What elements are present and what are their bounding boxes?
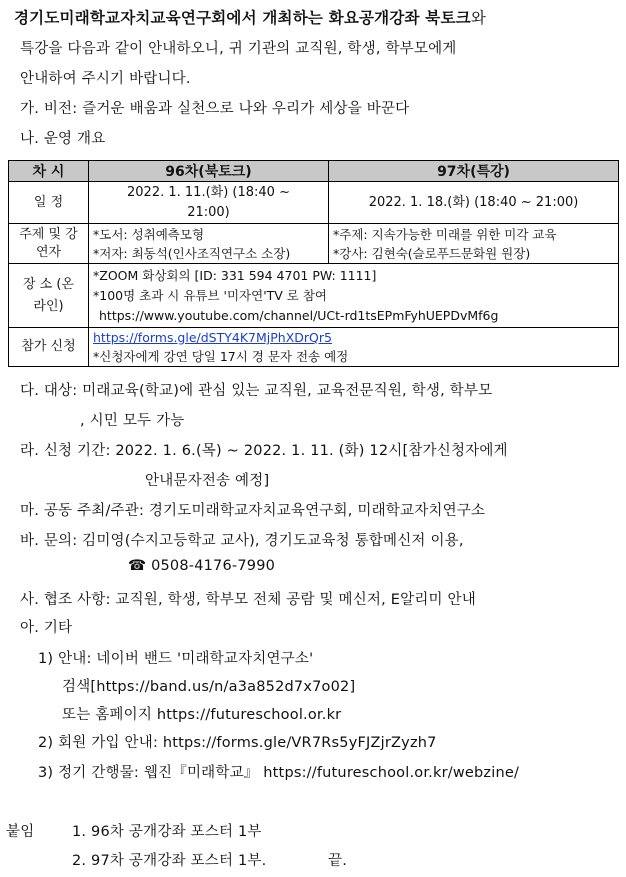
apply-info [89, 328, 619, 367]
place-youtube-url[interactable]: https://www.youtube.com/channel/UCt-rd1tsEPmFyhUEPDvMf6g [99, 307, 499, 323]
section-target: 다. 대상: 미래교육(학교)에 관심 있는 교직원, 교육전문직원, 학생, 학부모 [20, 383, 493, 399]
apply-label: 참가 신청 [9, 328, 89, 367]
section-vision: 가. 비전: 즐거운 배움과 실천으로 나와 우리가 세상을 바꾼다 [20, 101, 410, 117]
etc-signup: 2) 회원 가입 안내: https://forms.gle/VR7Rs5yFJZjrZyzh7 [38, 735, 437, 751]
place-info [89, 264, 619, 328]
topic-96-author: *저자: 최동석(인사조직연구소 소장) [93, 245, 291, 261]
etc-band-search: 검색[https://band.us/n/a3a852d7x7o02] [62, 679, 356, 695]
apply-link[interactable]: https://forms.gle/dSTY4K7MjPhXDrQr5 [93, 330, 332, 345]
header-session: 차 시 [9, 161, 89, 182]
intro-title: 경기도미래학교자치교육연구회에서 개최하는 화요공개강좌 북토크 [14, 9, 471, 27]
attachment-item: 2. 97차 공개강좌 포스터 1부. [72, 853, 267, 869]
end-mark: 끝. [328, 853, 348, 869]
section-contact: 바. 문의: 김미영(수지고등학교 교사), 경기도교육청 통합메신저 이용, [20, 533, 464, 549]
place-youtube: *100명 초과 시 유튜브 '미자연'TV 로 참여 [93, 287, 327, 303]
topic-label: 주제 및 강연자 [9, 224, 89, 264]
intro-line-2: 특강을 다음과 같이 안내하오니, 귀 기관의 교직원, 학생, 학부모에게 [20, 41, 457, 57]
contact-phone: ☎ 0508-4176-7990 [128, 558, 276, 574]
etc-homepage: 또는 홈페이지 https://futureschool.or.kr [62, 707, 342, 723]
table-row [9, 182, 619, 224]
schedule-table [8, 160, 619, 367]
section-cooperation: 사. 협조 사항: 교직원, 학생, 학부모 전체 공람 및 메신저, E알리미 안내 [20, 592, 476, 608]
apply-note: *신청자에게 강연 당일 17시 경 문자 전송 예정 [93, 349, 349, 364]
topic-97-subject: *주제: 지속가능한 미래를 위한 미각 교육 [333, 226, 557, 242]
table-row [9, 264, 619, 328]
place-label: 장 소 (온라인) [9, 264, 89, 328]
section-host: 마. 공동 주최/주관: 경기도미래학교자치교육연구회, 미래학교자치연구소 [20, 503, 486, 519]
header-96: 96차(북토크) [89, 161, 329, 182]
topic-97-speaker: *강사: 김현숙(슬로푸드문화원 원장) [333, 245, 531, 261]
section-etc: 아. 기타 [20, 620, 73, 636]
date-label: 일 정 [9, 182, 89, 224]
topic-97 [329, 224, 619, 264]
intro-line-1 [14, 6, 486, 28]
intro-title-tail: 와 [470, 9, 486, 27]
place-zoom: *ZOOM 화상회의 [ID: 331 594 4701 PW: 1111] [93, 267, 377, 283]
section-period-cont: 안내문자전송 예정] [145, 473, 270, 489]
etc-webzine: 3) 정기 간행물: 웹진『미래학교』 https://futureschool.or.kr/webzine/ [38, 765, 520, 781]
table-row [9, 328, 619, 367]
section-overview: 나. 운영 개요 [20, 131, 106, 147]
header-97: 97차(특강) [329, 161, 619, 182]
attachment-item: 1. 96차 공개강좌 포스터 1부 [72, 824, 262, 840]
attachments-label: 붙임 [6, 824, 35, 840]
etc-band: 1) 안내: 네이버 밴드 '미래학교자치연구소' [38, 651, 314, 667]
section-target-cont: , 시민 모두 가능 [80, 413, 185, 429]
date-97: 2022. 1. 18.(화) (18:40 ~ 21:00) [329, 182, 619, 224]
table-row [9, 224, 619, 264]
section-period: 라. 신청 기간: 2022. 1. 6.(목) ~ 2022. 1. 11. (화) 12시[참가신청자에게 [20, 443, 508, 459]
topic-96-book: *도서: 성취예측모형 [93, 226, 205, 242]
table-header-row [9, 161, 619, 182]
intro-line-3: 안내하여 주시기 바랍니다. [20, 71, 191, 87]
date-96: 2022. 1. 11.(화) (18:40 ~ 21:00) [89, 182, 329, 224]
topic-96 [89, 224, 329, 264]
